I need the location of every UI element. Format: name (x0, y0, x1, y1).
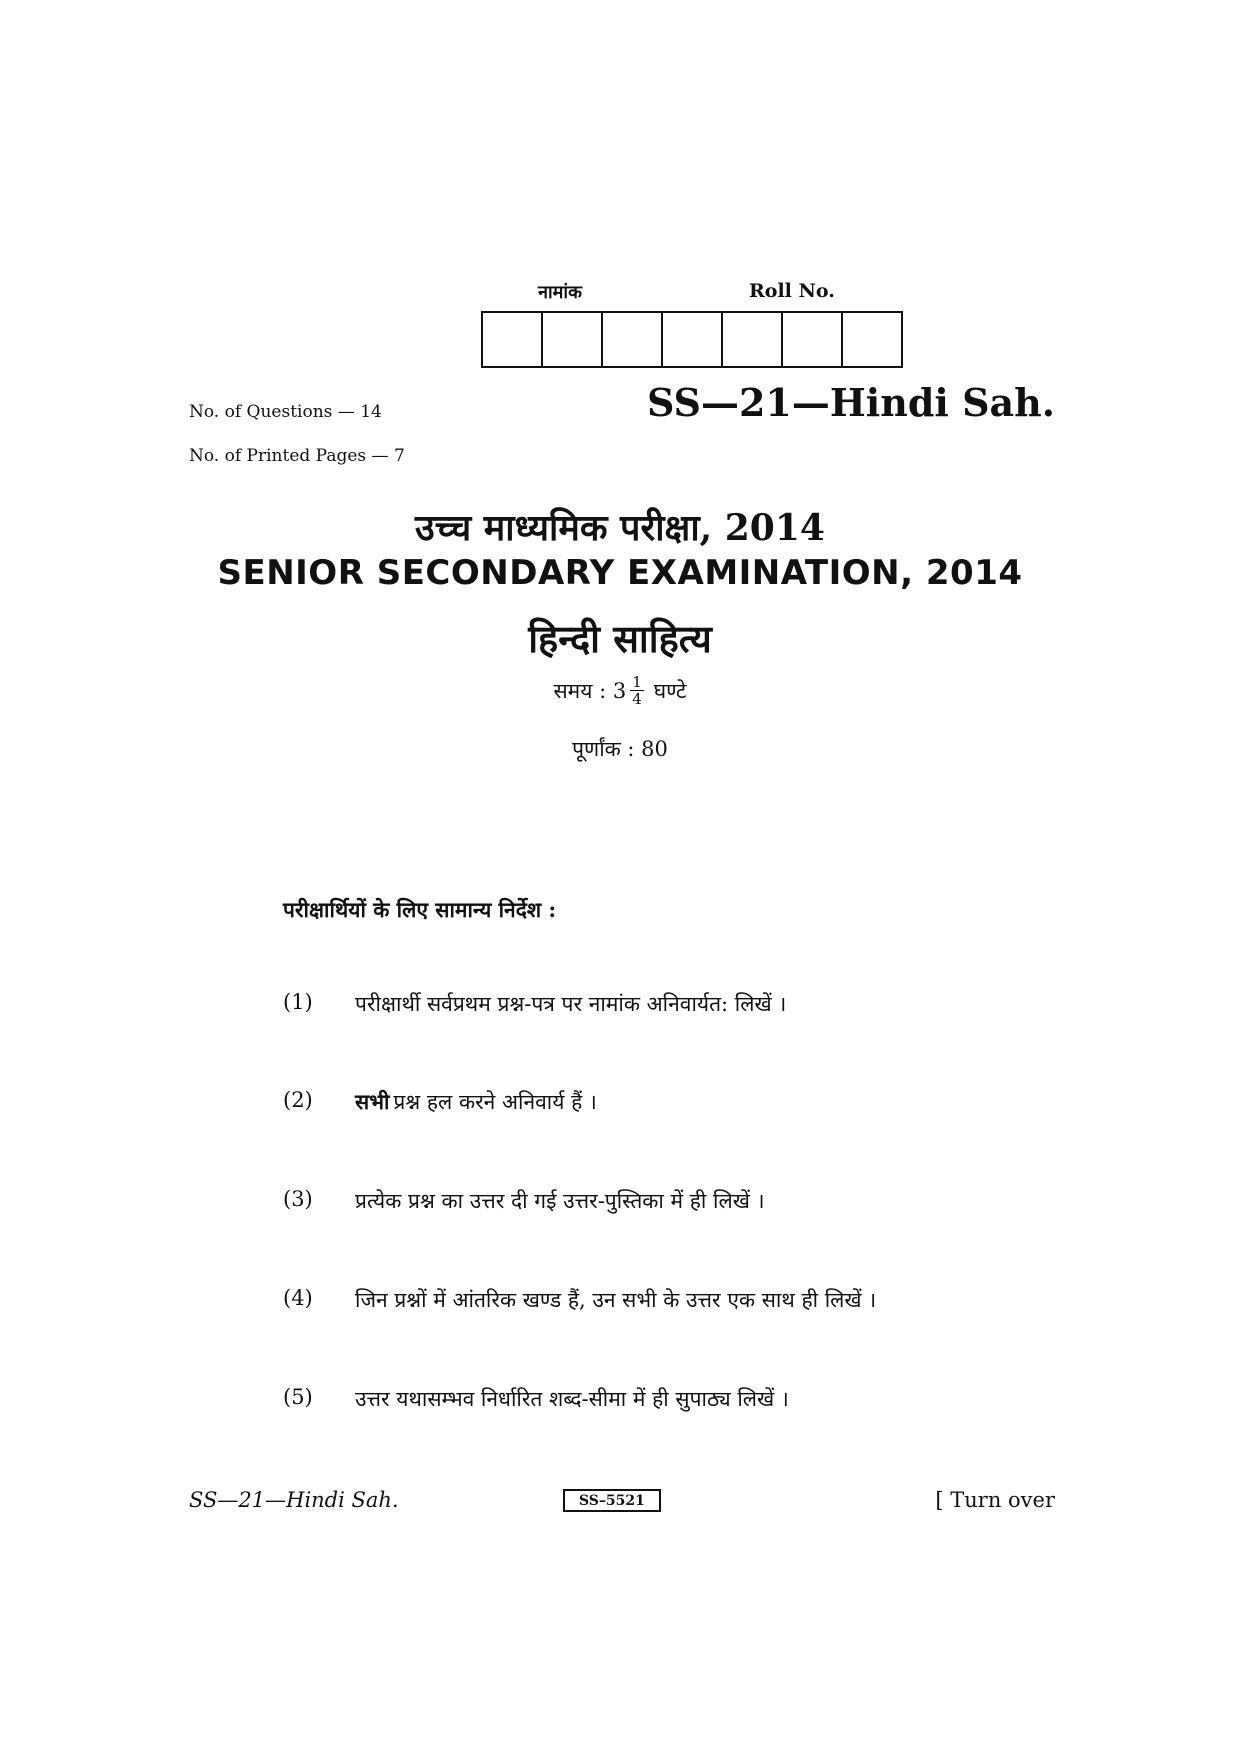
instruction-text (355, 1187, 765, 1215)
roll-label-hindi: नामांक (538, 282, 582, 303)
footer-series-code: SS–5521 (563, 1489, 661, 1512)
instruction-body: जिन प्रश्नों में आंतरिक खण्ड हैं, उन सभी के उत्तर एक साथ ही लिखें । (355, 1288, 877, 1312)
roll-box[interactable] (843, 313, 901, 366)
roll-box[interactable] (783, 313, 843, 366)
roll-label-english: Roll No. (749, 280, 835, 302)
roll-number-boxes (481, 311, 903, 368)
roll-box[interactable] (543, 313, 603, 366)
roll-box[interactable] (483, 313, 543, 366)
instruction-body: प्रत्येक प्रश्न का उत्तर दी गई उत्तर-पुस्तिका में ही लिखें । (355, 1189, 765, 1213)
roll-box[interactable] (723, 313, 783, 366)
exam-title-hindi: उच्च माध्यमिक परीक्षा, 2014 (415, 507, 825, 549)
instruction-number: (5) (283, 1385, 313, 1409)
instruction-item (283, 1187, 765, 1215)
subject-title: हिन्दी साहित्य (528, 616, 712, 661)
time-duration (0, 674, 1240, 707)
instructions-heading: परीक्षार्थियों के लिए सामान्य निर्देश : (283, 897, 557, 922)
instruction-body: परीक्षार्थी सर्वप्रथम प्रश्न-पत्र पर नामांक अनिवार्यत: लिखें । (355, 992, 787, 1016)
instruction-text (355, 1088, 597, 1116)
paper-code-title: SS—21—Hindi Sah. (646, 380, 1055, 425)
turn-over-note: [ Turn over (935, 1488, 1055, 1512)
instruction-text (355, 1385, 789, 1413)
instruction-text (355, 990, 786, 1018)
number-of-pages: No. of Printed Pages — 7 (189, 446, 405, 466)
roll-box[interactable] (663, 313, 723, 366)
instruction-number: (3) (283, 1187, 313, 1211)
total-marks: पूर्णांक : 80 (572, 737, 668, 761)
instruction-emphasis: सभी (355, 1089, 390, 1114)
instruction-item (283, 1385, 789, 1413)
instruction-number: (2) (283, 1088, 313, 1112)
instruction-number: (1) (283, 990, 313, 1014)
roll-box[interactable] (603, 313, 663, 366)
instruction-text (355, 1286, 876, 1314)
instruction-number: (4) (283, 1286, 313, 1310)
instruction-item (283, 1286, 876, 1314)
fraction-denominator: 4 (632, 690, 642, 708)
time-fraction (630, 674, 644, 707)
fraction-numerator: 1 (632, 673, 642, 691)
instruction-item (283, 1088, 597, 1116)
time-unit: घण्टे (653, 678, 687, 703)
number-of-questions: No. of Questions — 14 (189, 402, 382, 422)
instruction-body: उत्तर यथासम्भव निर्धारित शब्द-सीमा में ही सुपाठ्य लिखें । (355, 1387, 789, 1411)
instruction-body: प्रश्न हल करने अनिवार्य हैं । (393, 1090, 597, 1114)
instruction-item (283, 990, 786, 1018)
exam-title-english: SENIOR SECONDARY EXAMINATION, 2014 (217, 553, 1023, 593)
time-label: समय : 3 (553, 678, 627, 703)
footer-paper-code: SS—21—Hindi Sah. (189, 1488, 399, 1512)
